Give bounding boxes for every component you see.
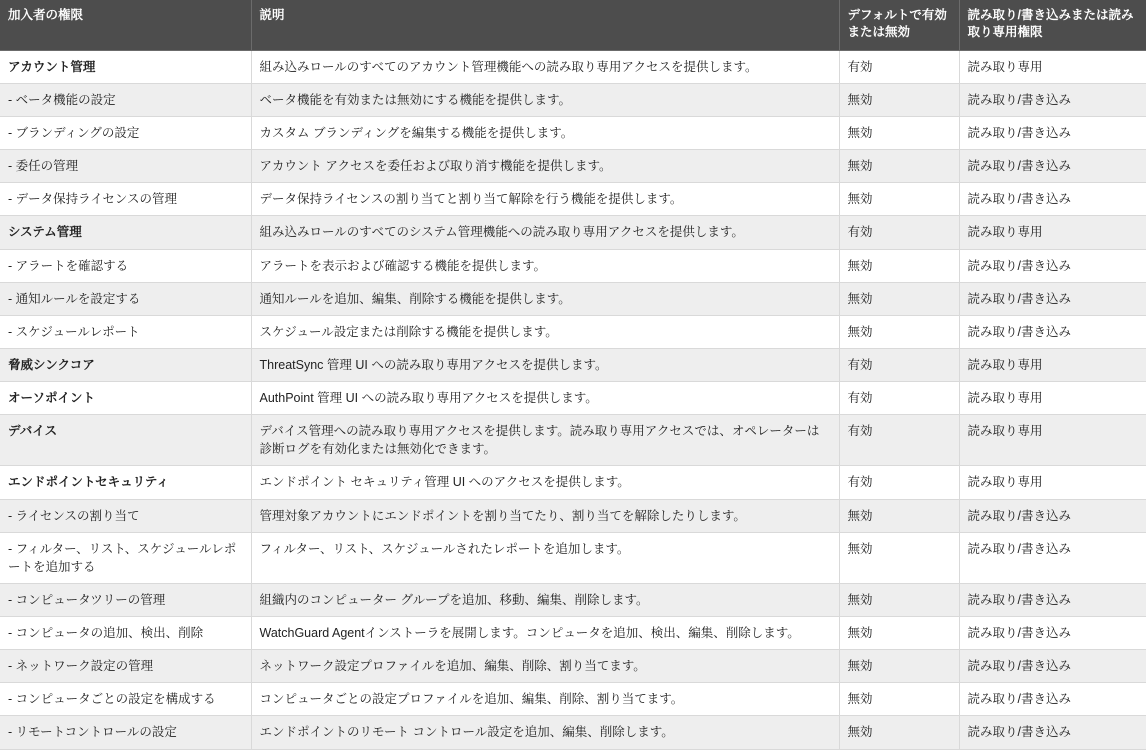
permission-default-state-cell: 無効 [839,150,959,183]
permission-default-state-cell: 無効 [839,282,959,315]
permission-description-cell: アラートを表示および確認する機能を提供します。 [251,249,839,282]
table-row [0,532,1146,583]
table-row [0,348,1146,381]
table-header-row [0,0,1146,50]
permission-default-state-cell: 無効 [839,617,959,650]
permission-description-cell: ネットワーク設定プロファイルを追加、編集、削除、割り当てます。 [251,650,839,683]
permission-description-cell: フィルター、リスト、スケジュールされたレポートを追加します。 [251,532,839,583]
permission-name-cell: システム管理 [0,216,251,249]
table-row [0,683,1146,716]
permission-description-cell: ベータ機能を有効または無効にする機能を提供します。 [251,83,839,116]
permission-default-state-cell: 無効 [839,315,959,348]
permission-description-cell: データ保持ライセンスの割り当てと割り当て解除を行う機能を提供します。 [251,183,839,216]
permission-access-level-cell: 読み取り専用 [959,348,1146,381]
permission-access-level-cell: 読み取り/書き込み [959,150,1146,183]
permission-description-cell: デバイス管理への読み取り専用アクセスを提供します。読み取り専用アクセスでは、オペレーターは診断ログを有効化または無効化できます。 [251,415,839,466]
permission-description-cell: ThreatSync 管理 UI への読み取り専用アクセスを提供します。 [251,348,839,381]
permission-name-cell: - フィルター、リスト、スケジュールレポートを追加する [0,532,251,583]
table-row [0,249,1146,282]
permission-description-cell: 通知ルールを追加、編集、削除する機能を提供します。 [251,282,839,315]
permission-access-level-cell: 読み取り/書き込み [959,650,1146,683]
permission-description-cell: WatchGuard Agentインストーラを展開します。コンピュータを追加、検出、編集、削除します。 [251,617,839,650]
column-header-default-state: デフォルトで有効または無効 [839,0,959,50]
permission-name-cell: アカウント管理 [0,50,251,83]
permission-access-level-cell: 読み取り/書き込み [959,716,1146,749]
permission-name-cell: - スケジュールレポート [0,315,251,348]
permission-name-cell: エンドポイントセキュリティ [0,466,251,499]
permission-default-state-cell: 有効 [839,50,959,83]
permission-name-cell: 脅威シンクコア [0,348,251,381]
permission-default-state-cell: 無効 [839,650,959,683]
permission-access-level-cell: 読み取り専用 [959,415,1146,466]
permission-name-cell: - ブランディングの設定 [0,117,251,150]
table-row [0,183,1146,216]
permission-description-cell: エンドポイントのリモート コントロール設定を追加、編集、削除します。 [251,716,839,749]
column-header-permission: 加入者の権限 [0,0,251,50]
permission-default-state-cell: 無効 [839,532,959,583]
table-row [0,83,1146,116]
table-row [0,650,1146,683]
permission-access-level-cell: 読み取り専用 [959,466,1146,499]
permission-default-state-cell: 無効 [839,499,959,532]
column-header-access-level: 読み取り/書き込みまたは読み取り専用権限 [959,0,1146,50]
permission-access-level-cell: 読み取り/書き込み [959,83,1146,116]
table-row [0,50,1146,83]
permission-access-level-cell: 読み取り/書き込み [959,583,1146,616]
permission-name-cell: - コンピュータの追加、検出、削除 [0,617,251,650]
permission-access-level-cell: 読み取り/書き込み [959,183,1146,216]
permission-name-cell: - コンピュータツリーの管理 [0,583,251,616]
permission-name-cell: - ライセンスの割り当て [0,499,251,532]
permission-access-level-cell: 読み取り/書き込み [959,249,1146,282]
permission-name-cell: - データ保持ライセンスの管理 [0,183,251,216]
permission-default-state-cell: 有効 [839,466,959,499]
permission-default-state-cell: 無効 [839,683,959,716]
permission-description-cell: カスタム ブランディングを編集する機能を提供します。 [251,117,839,150]
permission-access-level-cell: 読み取り専用 [959,382,1146,415]
permission-access-level-cell: 読み取り/書き込み [959,499,1146,532]
permission-description-cell: 組み込みロールのすべてのシステム管理機能への読み取り専用アクセスを提供します。 [251,216,839,249]
permission-default-state-cell: 無効 [839,716,959,749]
permission-description-cell: 管理対象アカウントにエンドポイントを割り当てたり、割り当てを解除したりします。 [251,499,839,532]
permission-name-cell: - コンピュータごとの設定を構成する [0,683,251,716]
permission-access-level-cell: 読み取り/書き込み [959,282,1146,315]
permission-description-cell: エンドポイント セキュリティ管理 UI へのアクセスを提供します。 [251,466,839,499]
permission-access-level-cell: 読み取り専用 [959,50,1146,83]
permission-name-cell: オーソポイント [0,382,251,415]
table-row [0,617,1146,650]
permission-name-cell: - リモートコントロールの設定 [0,716,251,749]
permission-default-state-cell: 有効 [839,415,959,466]
permission-name-cell: - ベータ機能の設定 [0,83,251,116]
permission-access-level-cell: 読み取り/書き込み [959,117,1146,150]
table-row [0,150,1146,183]
table-row [0,216,1146,249]
permission-default-state-cell: 無効 [839,183,959,216]
table-row [0,716,1146,749]
table-header [0,0,1146,50]
permission-default-state-cell: 無効 [839,249,959,282]
permission-description-cell: スケジュール設定または削除する機能を提供します。 [251,315,839,348]
permission-default-state-cell: 無効 [839,583,959,616]
table-row [0,382,1146,415]
permission-access-level-cell: 読み取り/書き込み [959,683,1146,716]
table-row [0,282,1146,315]
column-header-description: 説明 [251,0,839,50]
table-body [0,50,1146,749]
permission-name-cell: - アラートを確認する [0,249,251,282]
permission-name-cell: デバイス [0,415,251,466]
permission-default-state-cell: 有効 [839,216,959,249]
permission-name-cell: - ネットワーク設定の管理 [0,650,251,683]
permission-description-cell: AuthPoint 管理 UI への読み取り専用アクセスを提供します。 [251,382,839,415]
table-row [0,499,1146,532]
table-row [0,415,1146,466]
permission-description-cell: 組み込みロールのすべてのアカウント管理機能への読み取り専用アクセスを提供します。 [251,50,839,83]
permission-description-cell: アカウント アクセスを委任および取り消す機能を提供します。 [251,150,839,183]
permission-description-cell: 組織内のコンピューター グループを追加、移動、編集、削除します。 [251,583,839,616]
permission-default-state-cell: 有効 [839,382,959,415]
permission-access-level-cell: 読み取り/書き込み [959,617,1146,650]
permission-default-state-cell: 有効 [839,348,959,381]
table-row [0,117,1146,150]
permission-access-level-cell: 読み取り/書き込み [959,315,1146,348]
table-row [0,466,1146,499]
table-row [0,315,1146,348]
permission-access-level-cell: 読み取り専用 [959,216,1146,249]
table-row [0,583,1146,616]
permission-name-cell: - 通知ルールを設定する [0,282,251,315]
permission-description-cell: コンピュータごとの設定プロファイルを追加、編集、削除、割り当てます。 [251,683,839,716]
permission-access-level-cell: 読み取り/書き込み [959,532,1146,583]
permission-default-state-cell: 無効 [839,83,959,116]
permission-default-state-cell: 無効 [839,117,959,150]
permission-name-cell: - 委任の管理 [0,150,251,183]
